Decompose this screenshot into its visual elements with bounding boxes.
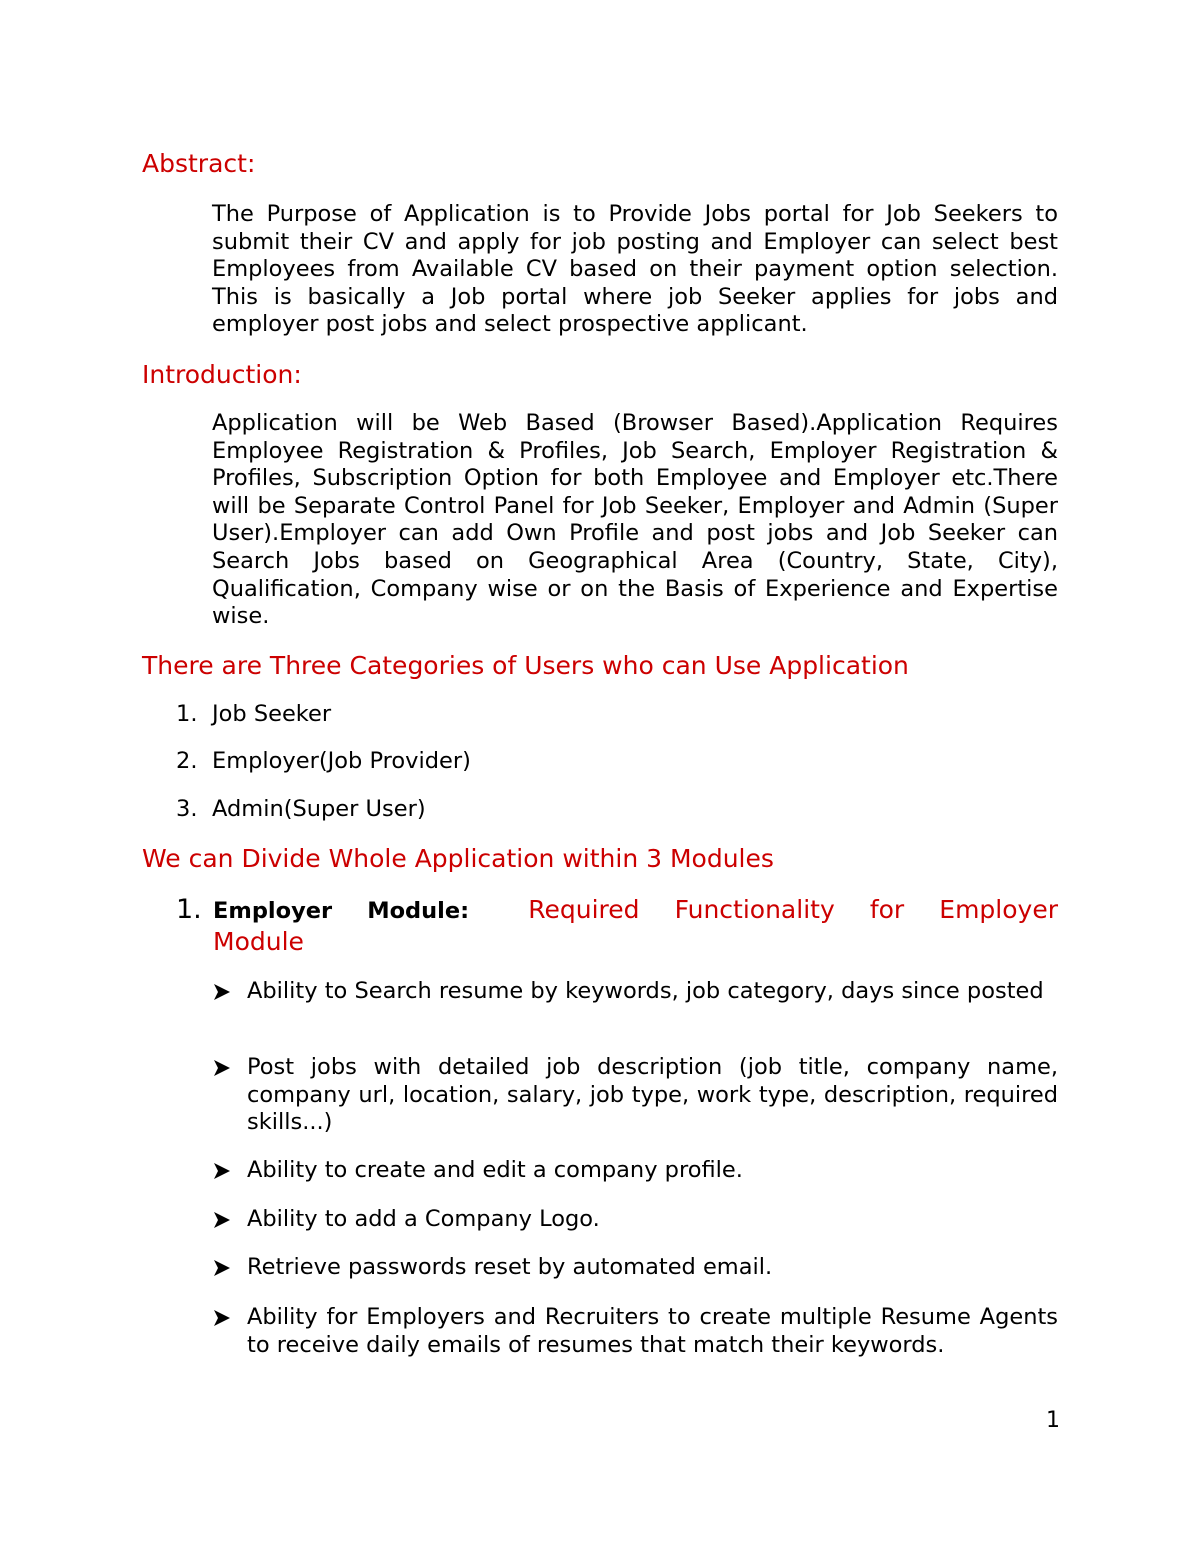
abstract-heading: Abstract: [142, 149, 256, 178]
introduction-heading: Introduction: [142, 360, 302, 389]
module-requirement-word: for [869, 895, 905, 924]
list-item-text: Job Seeker [212, 701, 332, 727]
feature-bullet-text: Ability to create and edit a company profile. [247, 1157, 743, 1183]
feature-bullet-text: Retrieve passwords reset by automated email. [247, 1254, 773, 1280]
arrow-bullet-icon [212, 1309, 232, 1327]
module-requirement-word: Functionality [674, 895, 835, 924]
feature-bullet-text: Ability for Employers and Recruiters to create multiple Resume Agents to receive daily emails of resumes that match their keywords. [247, 1304, 1058, 1358]
feature-bullet-text: Ability to Search resume by keywords, job category, days since posted [247, 978, 1044, 1004]
list-item-number: 2. [176, 748, 198, 774]
module-requirement-word: Module [213, 927, 304, 956]
module-requirement-word: Employer [939, 895, 1058, 924]
arrow-bullet-icon [212, 1059, 232, 1077]
list-item-text: Admin(Super User) [212, 796, 426, 822]
arrow-bullet-icon [212, 983, 232, 1001]
user-categories-heading: There are Three Categories of Users who can Use Application [142, 651, 909, 680]
module-number: 1. [176, 894, 202, 925]
arrow-bullet-icon [212, 1211, 232, 1229]
list-item-text: Employer(Job Provider) [212, 748, 471, 774]
arrow-bullet-icon [212, 1162, 232, 1180]
list-item-number: 3. [176, 796, 198, 822]
employer-module-title-line [213, 893, 1058, 928]
list-item-number: 1. [176, 701, 198, 727]
module-label-word: Module: [367, 898, 470, 924]
page-number: 1 [1046, 1408, 1060, 1433]
feature-bullet-text: Ability to add a Company Logo. [247, 1206, 600, 1232]
arrow-bullet-icon [212, 1259, 232, 1277]
feature-bullet-text: Post jobs with detailed job description (job title, company name, company url, location, salary, job type, work type, description, required skills...) [247, 1054, 1058, 1136]
module-requirement-word: Required [528, 895, 640, 924]
modules-heading: We can Divide Whole Application within 3 Modules [142, 844, 774, 873]
introduction-paragraph: Application will be Web Based (Browser Based).Application Requires Employee Registration & Profiles, Job Search, Employer Registration & Profiles, Subscription Option for both Employee and Employer etc.There will be Separate Control Panel for Job Seeker, Employer and Admin (Super User).Employer can add Own Profile and post jobs and Job Seeker can Search Jobs based on Geographical Area (Country, State, City), Qualification, Company wise or on the Basis of Experience and Expertise wise. [212, 410, 1058, 630]
module-label-word: Employer [213, 898, 333, 924]
abstract-paragraph: The Purpose of Application is to Provide Jobs portal for Job Seekers to submit their CV and apply for job posting and Employer can select best Employees from Available CV based on their payment option selection. This is basically a Job portal where job Seeker applies for jobs and employer post jobs and select prospective applicant. [212, 201, 1058, 338]
